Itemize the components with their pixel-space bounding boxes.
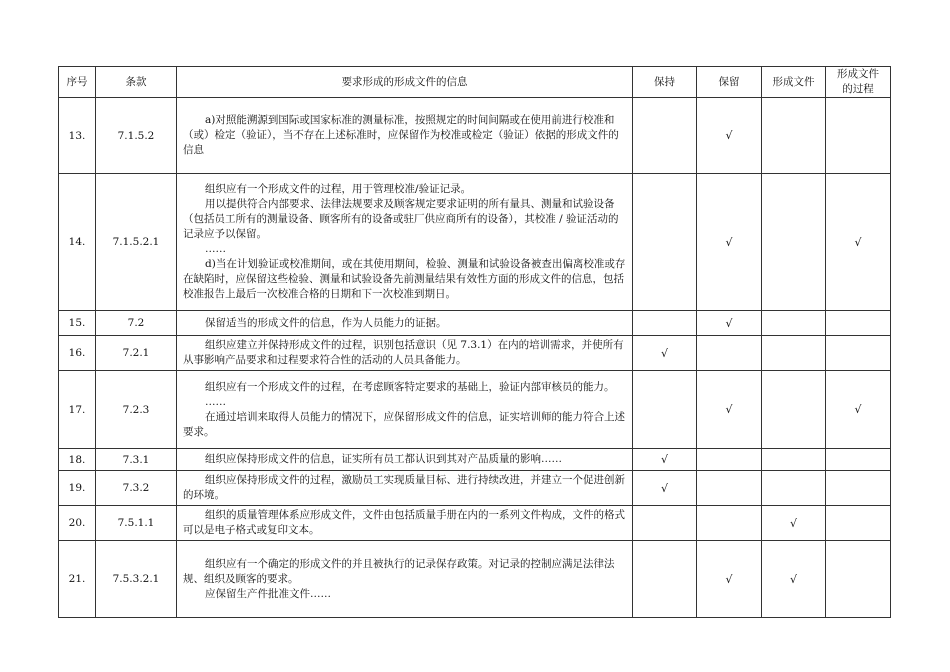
row-clause: 7.1.5.2 xyxy=(96,98,177,174)
row-form-check xyxy=(762,449,826,471)
row-requirement-text xyxy=(177,541,633,618)
row-keep-check: √ xyxy=(633,449,697,471)
row-form-check xyxy=(762,98,826,174)
row-number: 17. xyxy=(59,371,96,449)
row-clause: 7.2.1 xyxy=(96,336,177,371)
table-row xyxy=(59,174,891,311)
requirement-paragraph: 组织的质量管理体系应形成文件，文件由包括质量手册在内的一系列文件构成，文件的格式可以是电子格式或复印文本。 xyxy=(183,509,626,536)
row-clause: 7.1.5.2.1 xyxy=(96,174,177,311)
requirement-paragraph: 组织应保持形成文件的过程，激励员工实现质量目标、进行持续改进，并建立一个促进创新的环境。 xyxy=(183,474,626,501)
row-requirement-text xyxy=(177,311,633,336)
row-form-check: √ xyxy=(762,506,826,541)
row-retain-check: √ xyxy=(697,98,762,174)
table-row xyxy=(59,336,891,371)
row-retain-check xyxy=(697,449,762,471)
row-requirement-text xyxy=(177,371,633,449)
row-process-check: √ xyxy=(826,174,891,311)
row-form-check: √ xyxy=(762,541,826,618)
row-number: 16. xyxy=(59,336,96,371)
row-number: 13. xyxy=(59,98,96,174)
row-clause: 7.3.2 xyxy=(96,471,177,506)
requirement-paragraph: …… xyxy=(205,395,227,408)
row-clause: 7.5.1.1 xyxy=(96,506,177,541)
row-process-check xyxy=(826,506,891,541)
row-clause: 7.2 xyxy=(96,311,177,336)
table-row xyxy=(59,449,891,471)
requirement-paragraph: …… xyxy=(205,243,227,255)
table-row xyxy=(59,98,891,174)
row-requirement-text xyxy=(177,471,633,506)
row-retain-check xyxy=(697,506,762,541)
header-clause: 条款 xyxy=(96,67,177,98)
row-retain-check: √ xyxy=(697,371,762,449)
header-keep: 保持 xyxy=(633,67,697,98)
row-process-check xyxy=(826,471,891,506)
row-keep-check xyxy=(633,371,697,449)
row-number: 15. xyxy=(59,311,96,336)
row-keep-check: √ xyxy=(633,471,697,506)
requirement-paragraph: 组织应有一个确定的形成文件的并且被执行的记录保存政策。对记录的控制应满足法律法规、组织及顾客的要求。 xyxy=(183,557,615,585)
row-retain-check xyxy=(697,471,762,506)
row-retain-check: √ xyxy=(697,541,762,618)
requirement-paragraph: 应保留生产件批准文件…… xyxy=(205,587,332,600)
header-no: 序号 xyxy=(59,67,96,98)
requirement-paragraph: a)对照能溯源到国际或国家标准的测量标准，按照规定的时间间隔或在使用前进行校准和（或）检定（验证），当不存在上述标准时，应保留作为校准或检定（验证）依据的形成文件的信息 xyxy=(183,114,619,156)
row-retain-check xyxy=(697,336,762,371)
row-number: 21. xyxy=(59,541,96,618)
row-requirement-text xyxy=(177,336,633,371)
row-process-check xyxy=(826,336,891,371)
requirement-paragraph: 组织应有一个形成文件的过程，在考虑顾客特定要求的基础上，验证内部审核员的能力。 xyxy=(205,380,615,393)
row-number: 14. xyxy=(59,174,96,311)
row-keep-check xyxy=(633,98,697,174)
row-clause: 7.5.3.2.1 xyxy=(96,541,177,618)
row-keep-check: √ xyxy=(633,336,697,371)
requirement-paragraph: d)当在计划验证或校准期间，或在其使用期间，检验、测量和试验设备被查出偏离校准或存在缺陷时，应保留这些检验、测量和试验设备先前测量结果有效性方面的形成文件的信息，包括校准报告上最后一次校准合格的日期和下一次校准到期日。 xyxy=(183,258,626,300)
row-form-check xyxy=(762,336,826,371)
row-process-check xyxy=(826,311,891,336)
row-retain-check: √ xyxy=(697,174,762,311)
requirement-paragraph: 保留适当的形成文件的信息，作为人员能力的证据。 xyxy=(205,316,447,329)
row-number: 18. xyxy=(59,449,96,471)
table-row xyxy=(59,541,891,618)
row-number: 19. xyxy=(59,471,96,506)
documented-information-table xyxy=(58,66,891,618)
row-form-check xyxy=(762,371,826,449)
requirement-paragraph: 组织应有一个形成文件的过程，用于管理校准/验证记录。 xyxy=(205,183,472,195)
row-form-check xyxy=(762,174,826,311)
requirement-paragraph: 在通过培训来取得人员能力的情况下，应保留形成文件的信息，证实培训师的能力符合上述要求。 xyxy=(183,410,626,438)
row-form-check xyxy=(762,471,826,506)
requirement-paragraph: 用以提供符合内部要求、法律法规要求及顾客规定要求证明的所有量具、测量和试验设备（包括员工所有的测量设备、顾客所有的设备或驻厂供应商所有的设备），其校准 / 验证活动的记录应予以保留。 xyxy=(183,198,619,240)
row-clause: 7.3.1 xyxy=(96,449,177,471)
row-clause: 7.2.3 xyxy=(96,371,177,449)
row-retain-check: √ xyxy=(697,311,762,336)
row-requirement-text xyxy=(177,506,633,541)
row-process-check xyxy=(826,449,891,471)
header-documented-process-line1: 形成文件 xyxy=(837,68,879,80)
table-row xyxy=(59,471,891,506)
row-form-check xyxy=(762,311,826,336)
header-requirement: 要求形成的形成文件的信息 xyxy=(177,67,633,98)
header-documented-process-line2: 的过程 xyxy=(842,83,874,95)
row-requirement-text xyxy=(177,174,633,311)
row-process-check xyxy=(826,98,891,174)
header-row xyxy=(59,67,891,98)
row-number: 20. xyxy=(59,506,96,541)
requirement-paragraph: 组织应保持形成文件的信息，证实所有员工都认识到其对产品质量的影响…… xyxy=(205,453,563,465)
row-keep-check xyxy=(633,541,697,618)
row-keep-check xyxy=(633,174,697,311)
row-keep-check xyxy=(633,506,697,541)
header-documented-process xyxy=(826,67,891,98)
table-row xyxy=(59,311,891,336)
row-process-check xyxy=(826,541,891,618)
row-requirement-text xyxy=(177,98,633,174)
table-row xyxy=(59,506,891,541)
header-documented: 形成文件 xyxy=(762,67,826,98)
row-requirement-text xyxy=(177,449,633,471)
row-process-check: √ xyxy=(826,371,891,449)
row-keep-check xyxy=(633,311,697,336)
requirement-paragraph: 组织应建立并保持形成文件的过程，识别包括意识（见 7.3.1）在内的培训需求，并使所有从事影响产品要求和过程要求符合性的活动的人员具备能力。 xyxy=(183,339,624,366)
table-row xyxy=(59,371,891,449)
header-retain: 保留 xyxy=(697,67,762,98)
